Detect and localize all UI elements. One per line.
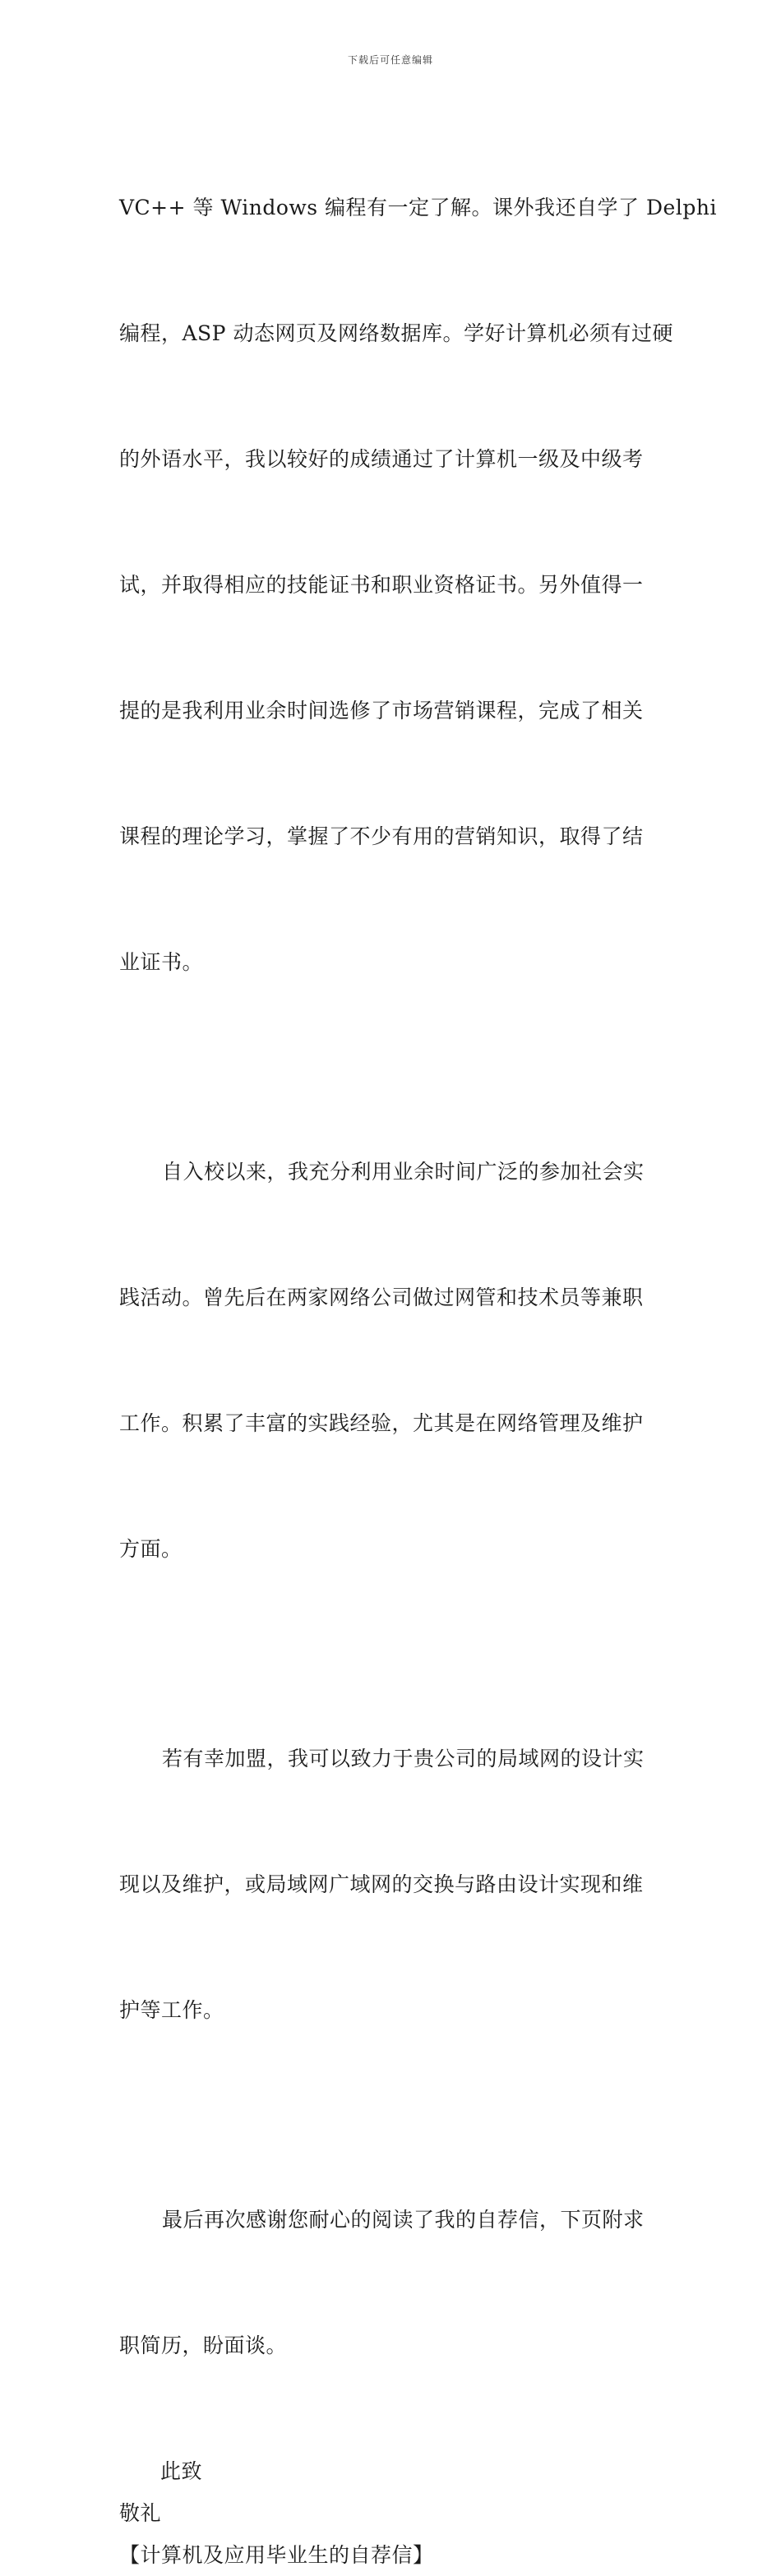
closing-regards: 敬礼 — [119, 2501, 162, 2525]
text-line: 护等工作。 — [119, 1998, 224, 2022]
text-line: 课程的理论学习，掌握了不少有用的营销知识，取得了结 — [119, 824, 644, 848]
text-line: 业证书。 — [119, 950, 204, 974]
paragraph-skills — [119, 103, 717, 1067]
text-line: 试，并取得相应的技能证书和职业资格证书。另外值得一 — [119, 573, 644, 597]
paragraph-aspiration — [119, 1654, 663, 2115]
text-line: 编程，ASP 动态网页及网络数据库。学好计算机必须有过硬 — [119, 321, 673, 345]
text-line: 职简历，盼面谈。 — [119, 2334, 288, 2357]
text-line: 提的是我利用业余时间选修了市场营销课程，完成了相关 — [119, 699, 644, 722]
text-line: 践活动。曾先后在两家网络公司做过网管和技术员等兼职 — [119, 1286, 644, 1309]
closing-salutation: 此致 — [160, 2459, 203, 2483]
text-line: 的外语水平，我以较好的成绩通过了计算机一级及中级考 — [119, 447, 644, 471]
document-title-footer: 【计算机及应用毕业生的自荐信】 — [119, 2543, 434, 2567]
text-line: 方面。 — [119, 1537, 183, 1561]
text-line: 最后再次感谢您耐心的阅读了我的自荐信，下页附求 — [162, 2208, 645, 2232]
document-body — [119, 103, 717, 2576]
text-line: 若有幸加盟，我可以致力于贵公司的局域网的设计实 — [162, 1747, 645, 1770]
text-line: 工作。积累了丰富的实践经验，尤其是在网络管理及维护 — [119, 1411, 644, 1435]
paragraph-thanks — [119, 2115, 663, 2450]
text-line: VC++ 等 Windows 编程有一定了解。课外我还自学了 Delphi — [119, 196, 717, 219]
text-line: 自入校以来，我充分利用业余时间广泛的参加社会实 — [162, 1160, 645, 1184]
text-line: 现以及维护，或局域网广域网的交换与路由设计实现和维 — [119, 1872, 644, 1896]
page-header: 下载后可任意编辑 — [347, 54, 433, 66]
paragraph-practice — [119, 1067, 663, 1654]
